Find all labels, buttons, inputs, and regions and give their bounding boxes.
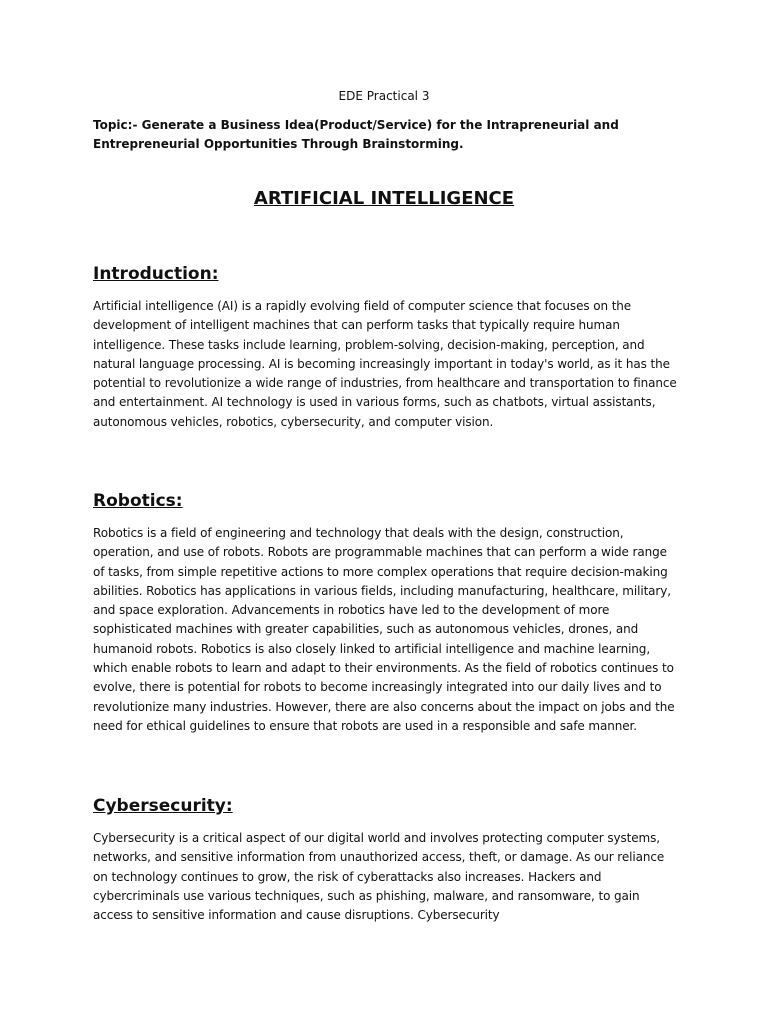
document-topic: Topic:- Generate a Business Idea(Product/Service) for the Intrapreneurial and Entrepreneurial Opportunities Through Brainstorming. <box>93 118 619 151</box>
document-title: ARTIFICIAL INTELLIGENCE <box>253 188 515 209</box>
section-body: Artificial intelligence (AI) is a rapidly evolving field of computer science that focuses on the development of intelligent machines that can perform tasks that typically require human intelligence. These tasks include learning, problem-solving, decision-making, perception, and natural language processing. AI is becoming increasingly important in today's world, as it has the potential to revolutionize a wide range of industries, from healthcare and transportation to finance and entertainment. AI technology is used in various forms, such as chatbots, virtual assistants, autonomous vehicles, robotics, cybersecurity, and computer vision. <box>93 299 677 429</box>
section-cybersecurity <box>93 794 677 925</box>
section-heading: Robotics: <box>93 491 183 511</box>
section-body: Cybersecurity is a critical aspect of our digital world and involves protecting computer systems, networks, and sensitive information from unauthorized access, theft, or damage. As our reliance on technology continues to grow, the risk of cyberattacks also increases. Hackers and cybercriminals use various techniques, such as phishing, malware, and ransomware, to gain access to sensitive information and cause disruptions. Cybersecurity <box>93 831 665 923</box>
section-introduction <box>93 262 677 432</box>
section-heading: Introduction: <box>93 264 219 284</box>
document-header: EDE Practical 3 <box>338 89 430 103</box>
section-heading: Cybersecurity: <box>93 796 233 816</box>
section-body: Robotics is a field of engineering and technology that deals with the design, construction, operation, and use of robots. Robots are programmable machines that can perform a wide range of tasks, from simple repetitive actions to more complex operations that require decision-making abilities. Robotics has applications in various fields, including manufacturing, healthcare, military, and space exploration. Advancements in robotics have led to the development of more sophisticated machines with greater capabilities, such as autonomous vehicles, drones, and humanoid robots. Robotics is also closely linked to artificial intelligence and machine learning, which enable robots to learn and adapt to their environments. As the field of robotics continues to evolve, there is potential for robots to become increasingly integrated into our daily lives and to revolutionize many industries. However, there are also concerns about the impact on jobs and the need for ethical guidelines to ensure that robots are used in a responsible and safe manner. <box>93 526 675 733</box>
section-robotics <box>93 489 677 736</box>
